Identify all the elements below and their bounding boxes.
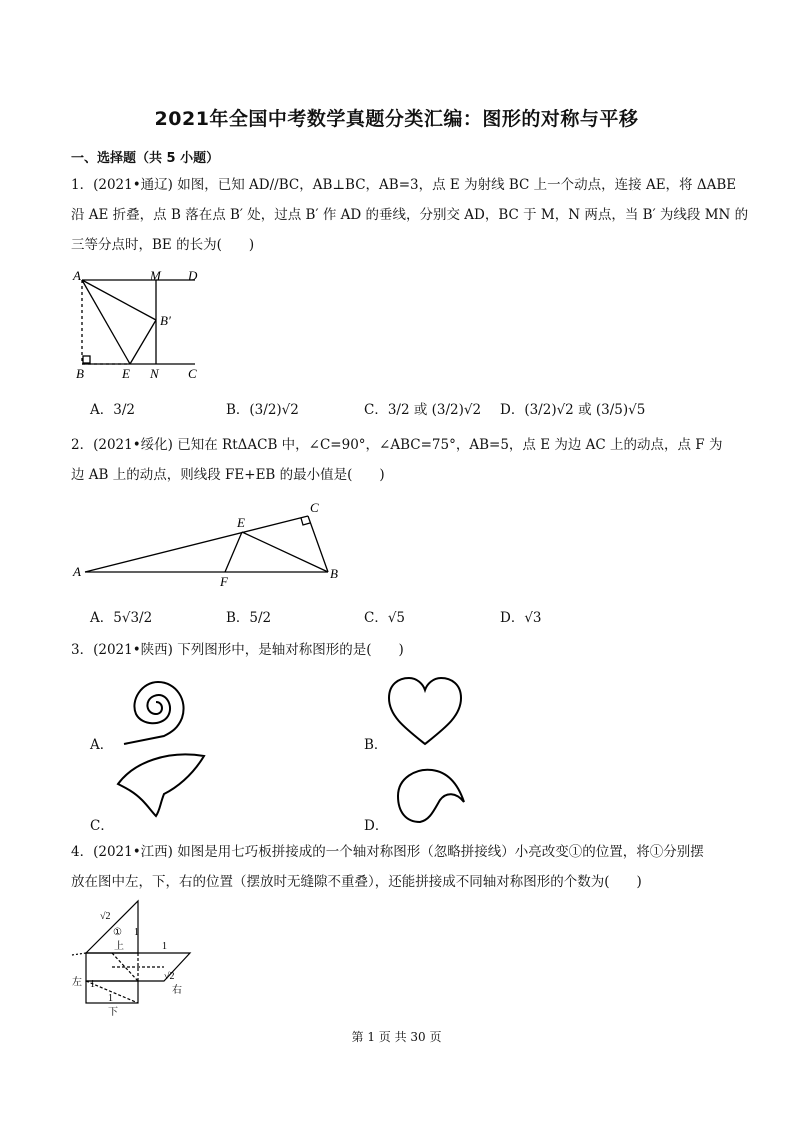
q4-label: 下 — [108, 1007, 118, 1018]
q2-label: A — [73, 564, 81, 579]
q2-option-c[interactable]: C．√5 — [364, 610, 406, 626]
q4-label: 1 — [134, 927, 139, 938]
section-heading: 一、选择题（共 5 小题） — [71, 151, 220, 166]
q1-label: E — [122, 366, 130, 380]
q4-line-1: 4．(2021•江西) 如图是用七巧板拼接成的一个轴对称图形（忽略拼接线）小亮改变①的位置，将①分别摆 — [71, 844, 704, 860]
q4-label: 1 — [90, 979, 95, 990]
q4-label: 左 — [72, 977, 82, 988]
q2-option-a[interactable]: A．5√3/2 — [90, 610, 153, 626]
q2-line-1: 2．(2021•绥化) 已知在 RtΔACB 中，∠C=90°，∠ABC=75°，AB=5，点 E 为边 AC 上的动点，点 F 为 — [71, 437, 723, 453]
q4-label: √2 — [164, 971, 175, 982]
q3-line-1: 3．(2021•陕西) 下列图形中，是轴对称图形的是( ) — [71, 642, 404, 658]
q1-label: N — [150, 366, 159, 380]
q2-label: C — [310, 500, 319, 515]
q4-line-2: 放在图中左，下，右的位置（摆放时无缝隙不重叠），还能拼接成不同轴对称图形的个数为( ) — [71, 874, 642, 890]
heart-figure — [385, 672, 465, 748]
q4-label: ① — [113, 927, 122, 938]
q2-line-2: 边 AB 上的动点，则线段 FE+EB 的最小值是( ) — [71, 467, 385, 483]
q2-label: F — [220, 574, 228, 589]
crescent-figure — [392, 766, 474, 828]
q1-label: D — [188, 268, 198, 283]
q2-option-d[interactable]: D．√3 — [500, 610, 542, 626]
q1-option-b[interactable]: B．(3/2)√2 — [226, 402, 299, 418]
q4-label: √2 — [100, 911, 111, 922]
q1-label: C — [188, 366, 197, 380]
q1-line-2: 沿 AE 折叠，点 B 落在点 B′ 处，过点 B′ 作 AD 的垂线，分别交 AD，BC 于 M，N 两点，当 B′ 为线段 MN 的 — [71, 207, 749, 223]
q1-label: B — [76, 366, 84, 380]
q3-option-a[interactable]: A． — [90, 737, 114, 753]
q4-tangram-figure — [68, 895, 198, 1020]
q1-figure — [70, 268, 210, 380]
q3-option-c[interactable]: C． — [90, 818, 114, 834]
q1-line-3: 三等分点时，BE 的长为( ) — [71, 237, 255, 253]
q2-figure — [70, 498, 350, 590]
q4-label: 右 — [172, 985, 182, 996]
q1-option-a[interactable]: A．3/2 — [90, 402, 135, 418]
q4-label: 上 — [114, 941, 124, 952]
q3-option-d[interactable]: D． — [364, 818, 389, 834]
spiral-figure — [112, 666, 202, 748]
fan-figure — [112, 748, 212, 820]
q4-label: 1 — [108, 993, 113, 1004]
q1-option-c[interactable]: C．3/2 或 (3/2)√2 — [364, 402, 482, 418]
q2-option-b[interactable]: B．5/2 — [226, 610, 272, 626]
q2-label: B — [330, 566, 338, 581]
q1-label: A — [73, 268, 81, 283]
q2-label: E — [237, 515, 245, 530]
q1-option-d[interactable]: D．(3/2)√2 或 (3/5)√5 — [500, 402, 646, 418]
q1-line-1: 1．(2021•通辽) 如图，已知 AD//BC，AB⊥BC，AB=3，点 E 为射线 BC 上一个动点，连接 AE，将 ΔABE — [71, 177, 737, 193]
q3-option-b[interactable]: B． — [364, 737, 388, 753]
q1-label: M — [150, 268, 161, 283]
page-title: 2021年全国中考数学真题分类汇编：图形的对称与平移 — [154, 108, 639, 130]
page-footer: 第 1 页 共 30 页 — [351, 1030, 442, 1044]
q4-label: 1 — [162, 941, 167, 952]
q1-label: B′ — [160, 313, 171, 328]
